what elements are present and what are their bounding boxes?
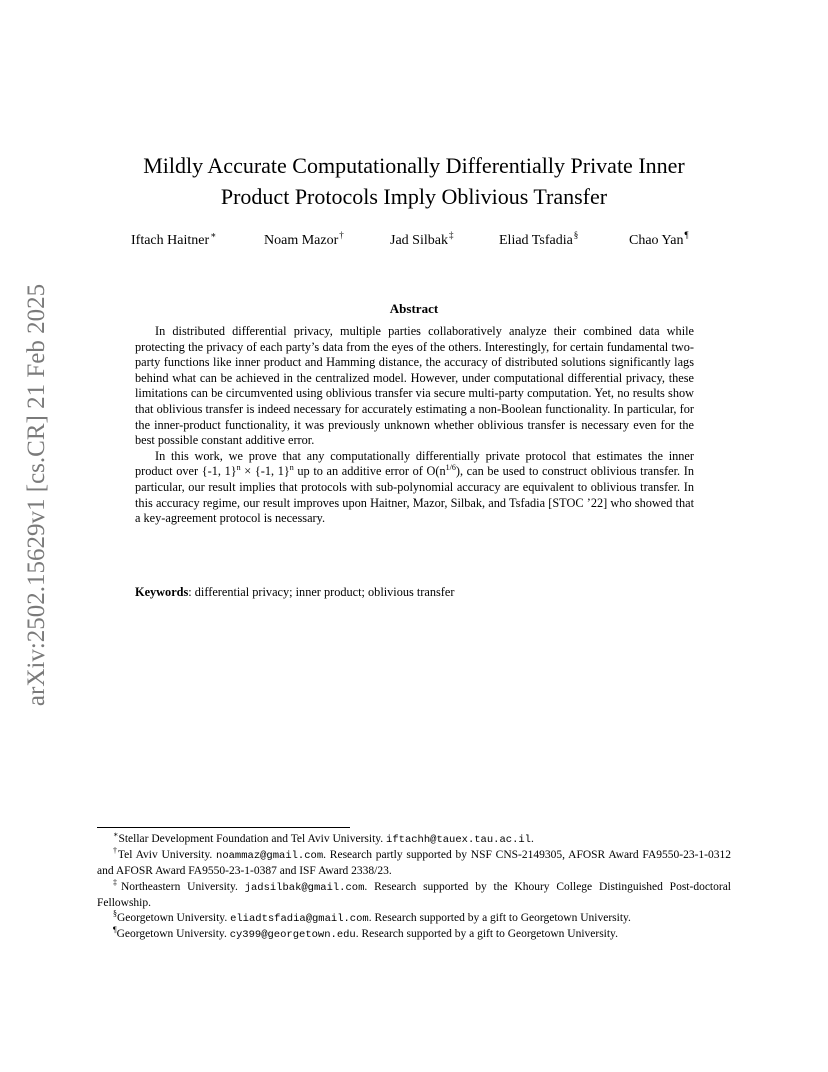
footnote: †Tel Aviv University. noammaz@gmail.com. Research partly supported by NSF CNS-2149305, AFOSR Award FA9550-23-1-0312 and AFOSR Award FA9550-23-1-0387 and ISF Award 2338/23. [97,846,732,878]
footnote: ‡Northeastern University. jadsilbak@gmail.com. Research supported by the Khoury College Distinguished Post-doctoral Fellowship. [97,877,732,909]
author-email: iftachh@tauex.tau.ac.il [386,834,531,846]
author-email: jadsilbak@gmail.com [244,881,365,894]
author: Noam Mazor† [264,230,344,248]
keywords-label: Keywords [135,585,189,599]
author: Eliad Tsfadia§ [499,230,579,248]
author: Jad Silbak‡ [390,230,454,248]
paper-title: Mildly Accurate Computationally Differentially Private Inner Product Protocols Imply Oblivious Transfer [143,153,685,209]
footnotes [97,832,731,943]
author-email: cy399@georgetown.edu [229,929,356,942]
author: Chao Yan¶ [629,230,689,248]
author-email: noammaz@gmail.com [216,850,324,863]
footnote: ∗Stellar Development Foundation and Tel Aviv University. iftachh@tauex.tau.ac.il. [113,830,534,846]
abstract-body [135,324,694,527]
abstract-paragraph: In distributed differential privacy, multiple parties collaboratively analyze their combined data while protecting the privacy of each party’s data from the eyes of the others. Interestingly, for certain fundamental two-party functions like inner product and Hamming distance, the accuracy of distributed solutions significantly lags behind what can be achieved in the centralized model. However, under computational differential privacy, these limitations can be circumvented using oblivious transfer via secure multi-party computation. Yet, no results show that oblivious transfer is indeed necessary for accurately estimating a non-Boolean functionality. In particular, for the inner-product functionality, it was previously unknown whether oblivious transfer is necessary even for the best possible constant additive error. [135,324,694,448]
arxiv-identifier-stamp: arXiv:2502.15629v1 [cs.CR] 21 Feb 2025 [23,283,50,707]
keywords-text: : differential privacy; inner product; oblivious transfer [188,585,455,599]
abstract-paragraph: In this work, we prove that any computationally differentially private protocol that estimates the inner product over {-1, 1}$^n$ × {-1, 1}$^n$ up to an additive error of $O(n^{1/6})$, can be used to construct oblivious transfer. In particular, our result implies that protocols with sub-polynomial accuracy are equivalent to oblivious transfer. In this accuracy regime, our result improves upon Haitner, Mazor, Silbak, and Tsfadia [STOC ’22] who showed that a key-agreement protocol is necessary. [135,448,694,526]
keywords-line [135,585,454,600]
footnote: §Georgetown University. eliadtsfadia@gmail.com. Research supported by a gift to Georgetown University. [113,909,631,926]
author: Iftach Haitner∗ [131,230,217,248]
author-email: eliadtsfadia@gmail.com [230,913,369,926]
footnote-rule [97,827,350,828]
footnote: ¶Georgetown University. cy399@georgetown.edu. Research supported by a gift to Georgetown University. [113,925,618,942]
abstract-heading: Abstract [389,301,439,316]
